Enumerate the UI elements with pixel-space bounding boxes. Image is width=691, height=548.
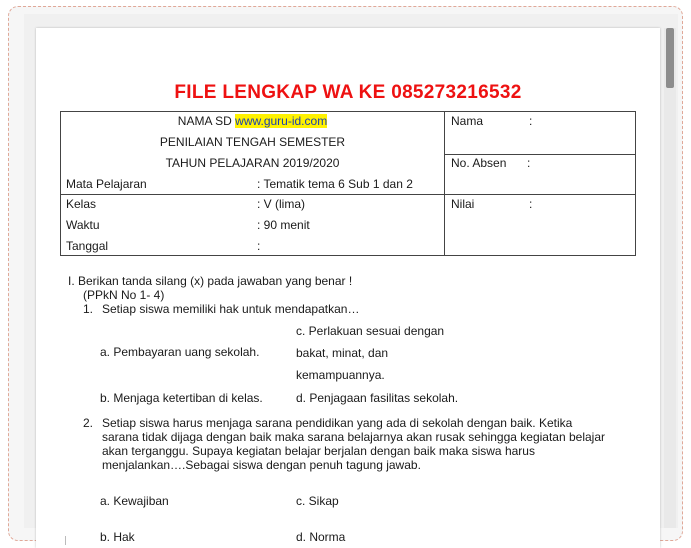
option-b: b. Menjaga ketertiban di kelas. [100,391,263,405]
exam-title: PENILAIAN TENGAH SEMESTER [159,135,346,149]
option-a: a. Kewajiban [100,494,169,508]
field-value-subject: : Tematik tema 6 Sub 1 dan 2 [257,177,413,191]
score-field-input: : [529,197,533,211]
option-c-line: c. Perlakuan sesuai dengan [296,324,445,338]
option-d: d. Norma [296,530,346,544]
name-field-input: : [529,114,533,128]
header-table [60,111,636,256]
name-field-label: Nama [451,114,484,128]
section-instruction: I. Berikan tanda silang (x) pada jawaban yang benar ! [68,274,353,288]
field-value-date: : [257,239,261,253]
table-divider [61,194,635,195]
field-label-time: Waktu [66,218,100,232]
field-label-date: Tanggal [66,239,109,253]
school-name-line [61,114,444,128]
contact-banner: FILE LENGKAP WA KE 085273216532 [174,82,522,103]
option-b: b. Hak [100,530,135,544]
option-c-line: bakat, minat, dan [296,346,389,360]
question-text-line: menjalankan….Sebagai siswa dengan penuh tagung jawab. [102,458,421,472]
score-field-label: Nilai [451,197,475,211]
absen-field-label: No. Absen [451,156,507,170]
question-text-line: Setiap siswa harus menjaga sarana pendidikan yang ada di sekolah dengan baik. Ketika [102,416,573,430]
option-d: d. Penjagaan fasilitas sekolah. [296,391,459,405]
document-page [36,28,660,548]
field-label-subject: Mata Pelajaran [66,177,147,191]
vertical-scrollbar[interactable] [664,28,676,528]
question-text-line: sarana tidak dijaga dengan baik maka sarana belajarnya akan rusak sehingga kegiatan belajar [102,430,606,444]
school-year: TAHUN PELAJARAN 2019/2020 [165,156,340,170]
absen-field-input: : [527,156,531,170]
table-divider [444,154,635,155]
school-website-link[interactable]: www.guru-id.com [235,114,328,128]
document-viewer [24,14,678,544]
question-number: 1. [83,302,94,316]
question-text-line: akan terganggu. Supaya kegiatan belajar berjalan dengan baik maka siswa harus [102,444,535,458]
text-cursor [65,536,66,545]
subject-note: (PPkN No 1- 4) [83,288,165,302]
question-text: Setiap siswa memiliki hak untuk mendapatkan… [102,302,360,316]
field-value-time: : 90 menit [257,218,310,232]
option-c: c. Sikap [296,494,339,508]
scrollbar-thumb[interactable] [666,28,674,88]
school-name-label: NAMA SD [177,114,236,128]
option-c-line: kemampuannya. [296,368,385,382]
field-value-class: : V (lima) [257,197,305,211]
field-label-class: Kelas [66,197,97,211]
table-divider [444,112,445,255]
option-a: a. Pembayaran uang sekolah. [100,345,260,359]
question-number: 2. [83,416,94,430]
